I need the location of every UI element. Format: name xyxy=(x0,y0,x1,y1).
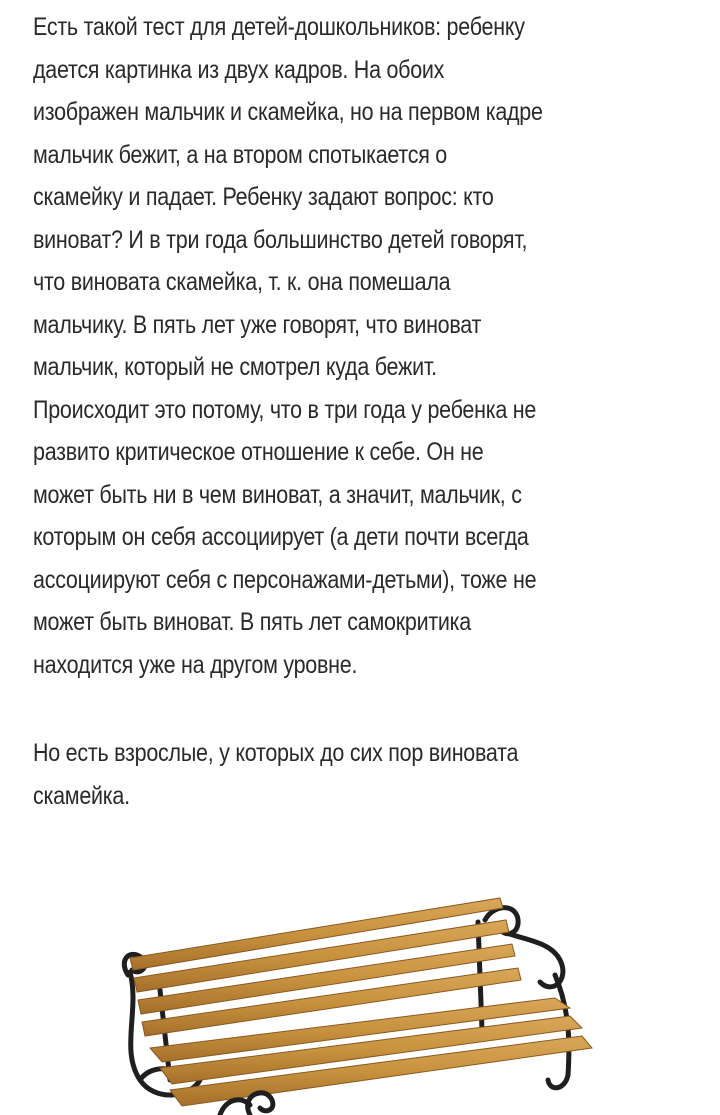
text-line: дается картинка из двух кадров. На обоих xyxy=(33,55,445,84)
text-line: Происходит это потому, что в три года у ребенка не xyxy=(33,395,537,424)
bench-illustration xyxy=(100,880,600,1115)
text-line: Но есть взрослые, у которых до сих пор виновата xyxy=(33,739,519,767)
text-line: которым он себя ассоциирует (а дети почти всегда xyxy=(33,523,529,551)
bench-image xyxy=(100,880,600,1115)
text-line: мальчику. В пять лет уже говорят, что виноват xyxy=(33,310,482,339)
text-line: что виновата скамейка, т. к. она помешала xyxy=(33,268,451,296)
text-line: ассоциируют себя с персонажами-детьми), тоже не xyxy=(33,565,537,594)
text-line: мальчик бежит, а на втором спотыкается о xyxy=(33,140,448,169)
paragraph-2 xyxy=(33,732,693,817)
text-line: скамейка. xyxy=(33,781,130,810)
text-line: находится уже на другом уровне. xyxy=(33,650,358,679)
text-line: может быть ни в чем виноват, а значит, мальчик, с xyxy=(33,480,522,509)
text-line: Есть такой тест для детей-дошкольников: ребенку xyxy=(33,13,525,41)
text-line: мальчик, который не смотрел куда бежит. xyxy=(33,353,437,381)
article-text xyxy=(33,6,693,817)
text-line: развито критическое отношение к себе. Он не xyxy=(33,438,484,466)
paragraph-gap xyxy=(33,686,693,732)
text-line: изображен мальчик и скамейка, но на первом кадре xyxy=(33,98,543,126)
paragraph-1 xyxy=(33,6,693,686)
text-line: может быть виноват. В пять лет самокритика xyxy=(33,608,471,636)
text-line: виноват? И в три года большинство детей говорят, xyxy=(33,225,528,254)
text-line: скамейку и падает. Ребенку задают вопрос: кто xyxy=(33,183,494,211)
